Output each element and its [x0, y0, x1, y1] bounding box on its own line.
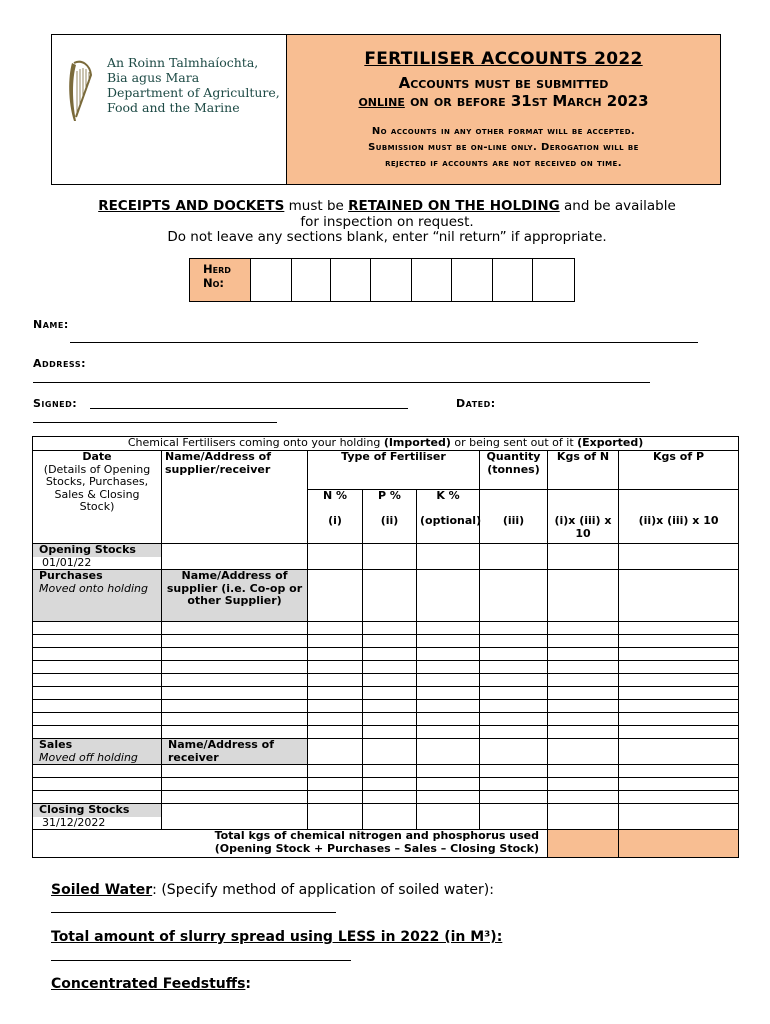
table-cell[interactable]: [480, 635, 548, 648]
soiled-water-instructions: : (Specify method of application of soiled water):: [152, 882, 494, 898]
logo-line: Bia agus Mara: [107, 70, 200, 85]
closing-stocks-date: 31/12/2022: [42, 815, 106, 829]
intro-text: and be available: [559, 198, 676, 214]
table-cell[interactable]: [548, 544, 619, 570]
table-cell[interactable]: [33, 778, 162, 791]
table-row: [33, 726, 739, 739]
table-cell[interactable]: [417, 661, 480, 674]
table-cell[interactable]: [33, 726, 162, 739]
table-cell[interactable]: [619, 570, 739, 622]
caption-exported: (Exported): [577, 436, 644, 449]
herd-digit-box[interactable]: [251, 259, 292, 301]
table-cell[interactable]: [417, 778, 480, 791]
purchases-label: Purchases: [39, 569, 103, 582]
deadline-line-2: [287, 92, 720, 110]
table-cell[interactable]: [33, 674, 162, 687]
caption-text: Chemical Fertilisers coming onto your holding: [127, 436, 384, 449]
kgs-p-column-header: Kgs of P: [619, 451, 739, 490]
table-cell[interactable]: [308, 661, 363, 674]
table-cell[interactable]: [162, 544, 308, 570]
herd-digit-box[interactable]: [292, 259, 331, 301]
quantity-index-header: (iii): [480, 490, 548, 544]
table-cell[interactable]: [619, 674, 739, 687]
table-cell[interactable]: [308, 765, 363, 778]
opening-stocks-cell: [33, 544, 162, 570]
kgs-n-column-header: Kgs of N: [548, 451, 619, 490]
table-cell[interactable]: [33, 687, 162, 700]
table-cell[interactable]: [363, 739, 417, 765]
instructions: [34, 199, 740, 246]
table-cell[interactable]: [308, 791, 363, 804]
table-cell[interactable]: [308, 804, 363, 830]
fertiliser-accounts-table: [32, 436, 739, 858]
table-cell[interactable]: [33, 791, 162, 804]
herd-digit-box[interactable]: [493, 259, 534, 301]
table-cell[interactable]: [417, 674, 480, 687]
note-line: rejected if accounts are not received on time.: [385, 158, 622, 169]
table-row: [33, 635, 739, 648]
table-cell[interactable]: [363, 713, 417, 726]
table-cell[interactable]: [308, 622, 363, 635]
table-cell[interactable]: [33, 635, 162, 648]
table-cell[interactable]: [480, 544, 548, 570]
table-cell[interactable]: [162, 778, 308, 791]
table-cell[interactable]: [480, 804, 548, 830]
table-cell[interactable]: [308, 648, 363, 661]
feedstuffs-label: Concentrated Feedstuffs: [51, 976, 246, 992]
table-cell[interactable]: [619, 791, 739, 804]
table-cell[interactable]: [417, 804, 480, 830]
p-index: (ii): [380, 514, 399, 527]
table-cell[interactable]: [33, 713, 162, 726]
table-cell[interactable]: [548, 778, 619, 791]
table-cell[interactable]: [548, 648, 619, 661]
table-row: [33, 661, 739, 674]
table-cell[interactable]: [162, 700, 308, 713]
table-cell[interactable]: [548, 635, 619, 648]
sales-sub: Moved off holding: [39, 750, 138, 764]
herd-digit-box[interactable]: [412, 259, 453, 301]
table-row: [33, 713, 739, 726]
table-cell[interactable]: [33, 661, 162, 674]
table-cell[interactable]: [417, 765, 480, 778]
table-cell[interactable]: [417, 544, 480, 570]
table-cell[interactable]: [480, 674, 548, 687]
closing-stocks-label: Closing Stocks: [33, 804, 161, 817]
table-cell[interactable]: [363, 648, 417, 661]
receiver-header: Name/Address of receiver: [162, 739, 308, 765]
table-cell[interactable]: [308, 700, 363, 713]
k-optional: (optional): [420, 514, 482, 527]
table-row: [33, 791, 739, 804]
department-logo: [52, 35, 287, 184]
table-cell[interactable]: [162, 804, 308, 830]
name-label: Name:: [33, 318, 69, 331]
slurry-line: [51, 929, 502, 945]
table-row: [33, 765, 739, 778]
online-word: online: [358, 92, 405, 110]
table-cell[interactable]: [308, 739, 363, 765]
table-cell[interactable]: [619, 700, 739, 713]
table-cell[interactable]: [619, 661, 739, 674]
feedstuffs-line: [51, 976, 251, 992]
slurry-label: Total amount of slurry spread using LESS in 2022 (in M³):: [51, 929, 503, 945]
table-cell[interactable]: [162, 791, 308, 804]
total-line-1: Total kgs of chemical nitrogen and phosphorus used: [214, 829, 539, 842]
soiled-water-line: [51, 882, 494, 898]
caption-imported: (Imported): [383, 436, 451, 449]
table-cell[interactable]: [33, 648, 162, 661]
table-cell[interactable]: [363, 635, 417, 648]
table-cell[interactable]: [480, 687, 548, 700]
address-field[interactable]: [33, 382, 650, 383]
table-cell[interactable]: [308, 544, 363, 570]
total-line-2: (Opening Stock + Purchases – Sales – Closing Stock): [214, 841, 539, 855]
n-pct: N %: [322, 489, 348, 502]
herd-label: Herd No:: [190, 259, 251, 301]
table-cell[interactable]: [162, 674, 308, 687]
table-cell[interactable]: [480, 765, 548, 778]
date-head: Date: [82, 450, 112, 463]
slurry-field[interactable]: [51, 960, 351, 961]
table-cell[interactable]: [33, 622, 162, 635]
table-cell[interactable]: [363, 700, 417, 713]
table-cell[interactable]: [548, 791, 619, 804]
table-cell[interactable]: [308, 687, 363, 700]
opening-stocks-date: 01/01/22: [33, 557, 161, 570]
retained-emphasis: RETAINED ON THE HOLDING: [348, 198, 560, 214]
table-cell[interactable]: [308, 635, 363, 648]
table-cell[interactable]: [619, 804, 739, 830]
table-cell[interactable]: [619, 544, 739, 570]
table-cell[interactable]: [619, 778, 739, 791]
soiled-water-label: Soiled Water: [51, 882, 153, 898]
k-pct: K %: [436, 489, 460, 502]
intro-text: Do not leave any sections blank, enter “nil return” if appropriate.: [167, 229, 607, 245]
kgs-n-formula-header: (i)x (iii) x 10: [548, 490, 619, 544]
type-column-header: Type of Fertiliser: [308, 451, 480, 490]
logo-line: Department of Agriculture,: [107, 85, 280, 100]
table-cell[interactable]: [363, 661, 417, 674]
logo-line: An Roinn Talmhaíochta,: [107, 55, 259, 70]
table-cell[interactable]: [480, 570, 548, 622]
note-line: Submission must be on-line only. Derogation will be: [368, 142, 639, 153]
table-cell[interactable]: [162, 661, 308, 674]
table-cell[interactable]: [162, 622, 308, 635]
table-cell[interactable]: [162, 687, 308, 700]
logo-line: Food and the Marine: [107, 100, 240, 115]
table-row: [33, 778, 739, 791]
table-cell[interactable]: [363, 687, 417, 700]
table-cell[interactable]: [548, 570, 619, 622]
table-cell[interactable]: [548, 726, 619, 739]
table-cell[interactable]: [548, 739, 619, 765]
table-cell[interactable]: [480, 648, 548, 661]
header-box: [51, 34, 721, 185]
intro-text: for inspection on request.: [300, 213, 474, 230]
herd-digit-box[interactable]: [331, 259, 372, 301]
herd-digit-box[interactable]: [371, 259, 412, 301]
table-cell[interactable]: [308, 674, 363, 687]
table-cell[interactable]: [619, 635, 739, 648]
submission-note: [287, 124, 720, 172]
n-percent-header: [308, 490, 363, 544]
table-cell[interactable]: [619, 739, 739, 765]
table-cell[interactable]: [33, 700, 162, 713]
deadline-date: on or before 31st March 2023: [404, 92, 649, 110]
table-cell[interactable]: [308, 726, 363, 739]
table-row: [33, 687, 739, 700]
supplier-header: Name/Address of supplier (i.e. Co-op or other Supplier): [162, 570, 308, 622]
table-cell[interactable]: [417, 570, 480, 622]
receipts-emphasis: RECEIPTS AND DOCKETS: [98, 198, 285, 214]
table-cell[interactable]: [417, 791, 480, 804]
table-cell[interactable]: [548, 622, 619, 635]
table-cell[interactable]: [162, 765, 308, 778]
herd-digit-box[interactable]: [452, 259, 493, 301]
table-row: [33, 648, 739, 661]
table-cell[interactable]: [480, 739, 548, 765]
table-cell[interactable]: [548, 804, 619, 830]
herd-number-field: [189, 258, 575, 302]
table-cell[interactable]: [480, 726, 548, 739]
table-cell[interactable]: [619, 622, 739, 635]
table-cell[interactable]: [363, 544, 417, 570]
quantity-column-header: Quantity (tonnes): [480, 451, 548, 490]
p-pct: P %: [378, 489, 401, 502]
table-cell[interactable]: [363, 791, 417, 804]
table-cell[interactable]: [363, 804, 417, 830]
address-label: Address:: [33, 357, 86, 370]
table-cell[interactable]: [363, 726, 417, 739]
signed-field[interactable]: [90, 408, 408, 409]
table-cell[interactable]: [548, 661, 619, 674]
table-cell[interactable]: [480, 778, 548, 791]
table-cell[interactable]: [548, 687, 619, 700]
table-cell[interactable]: [619, 648, 739, 661]
table-cell[interactable]: [619, 687, 739, 700]
name-column-header: Name/Address of supplier/receiver: [162, 451, 308, 544]
harp-icon: [66, 57, 94, 127]
table-cell[interactable]: [480, 700, 548, 713]
k-percent-header: [417, 490, 480, 544]
title-panel: [287, 35, 720, 184]
table-cell[interactable]: [619, 713, 739, 726]
total-p-cell[interactable]: [619, 830, 739, 858]
table-caption: [33, 437, 739, 451]
opening-stocks-label: Opening Stocks: [33, 544, 161, 557]
table-cell[interactable]: [417, 635, 480, 648]
p-percent-header: [363, 490, 417, 544]
table-cell[interactable]: [548, 713, 619, 726]
table-cell[interactable]: [162, 648, 308, 661]
table-cell[interactable]: [417, 713, 480, 726]
table-cell[interactable]: [417, 726, 480, 739]
caption-text: or being sent out of it: [450, 436, 578, 449]
signed-label: Signed:: [33, 397, 78, 410]
table-cell[interactable]: [548, 700, 619, 713]
table-cell[interactable]: [363, 778, 417, 791]
table-cell[interactable]: [480, 791, 548, 804]
closing-stocks-cell: [33, 804, 162, 830]
table-cell[interactable]: [417, 739, 480, 765]
table-cell[interactable]: [619, 765, 739, 778]
table-cell[interactable]: [162, 726, 308, 739]
kgs-p-formula-header: (ii)x (iii) x 10: [619, 490, 739, 544]
signed-field-cont[interactable]: [33, 422, 277, 423]
table-row: [33, 674, 739, 687]
date-column-header: [33, 451, 162, 544]
table-cell[interactable]: [417, 700, 480, 713]
feedstuffs-colon: :: [245, 976, 252, 992]
sales-label: Sales: [39, 738, 73, 751]
table-row: [33, 700, 739, 713]
table-cell[interactable]: [417, 648, 480, 661]
n-index: (i): [328, 514, 342, 527]
table-cell[interactable]: [363, 622, 417, 635]
table-cell[interactable]: [33, 765, 162, 778]
table-cell[interactable]: [417, 622, 480, 635]
table-cell[interactable]: [308, 570, 363, 622]
table-cell[interactable]: [548, 765, 619, 778]
table-cell[interactable]: [363, 674, 417, 687]
table-cell[interactable]: [308, 713, 363, 726]
date-subhead: (Details of Opening Stocks, Purchases, Sales & Closing Stock): [43, 462, 151, 513]
table-cell[interactable]: [162, 635, 308, 648]
table-cell[interactable]: [619, 726, 739, 739]
table-cell[interactable]: [308, 778, 363, 791]
purchases-sub: Moved onto holding: [39, 581, 148, 595]
herd-digit-box[interactable]: [533, 259, 574, 301]
table-cell[interactable]: [480, 661, 548, 674]
deadline-line-1: Accounts must be submitted: [398, 74, 609, 92]
dated-label: Dated:: [456, 397, 496, 410]
page-title: FERTILISER ACCOUNTS 2022: [364, 49, 643, 69]
total-label-cell: [33, 830, 548, 858]
table-cell[interactable]: [480, 713, 548, 726]
table-cell[interactable]: [162, 713, 308, 726]
table-row: [33, 622, 739, 635]
table-cell[interactable]: [363, 570, 417, 622]
table-cell[interactable]: [417, 687, 480, 700]
sales-cell: [33, 739, 162, 765]
note-line: No accounts in any other format will be accepted.: [371, 126, 636, 137]
table-cell[interactable]: [548, 674, 619, 687]
intro-text: must be: [284, 198, 349, 214]
table-cell[interactable]: [480, 622, 548, 635]
name-field[interactable]: [70, 342, 698, 343]
purchases-cell: [33, 570, 162, 622]
soiled-water-field[interactable]: [51, 912, 336, 913]
table-cell[interactable]: [363, 765, 417, 778]
total-n-cell[interactable]: [548, 830, 619, 858]
